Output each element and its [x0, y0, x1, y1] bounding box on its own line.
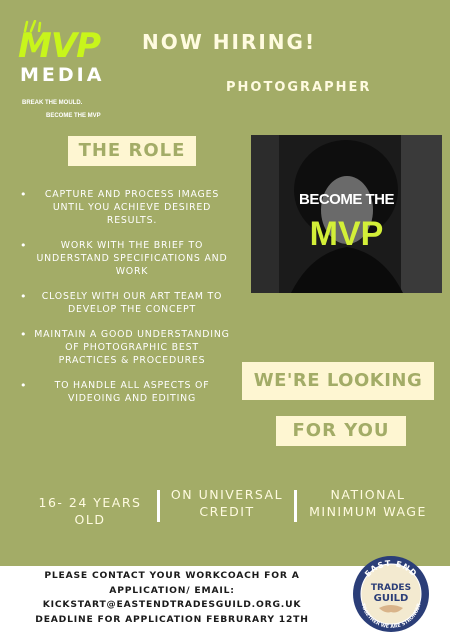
wage-info: NATIONAL MINIMUM WAGE	[309, 487, 427, 519]
logo-tagline-2: BECOME THE MVP	[46, 113, 101, 119]
photo-caption-2: MVP	[309, 215, 384, 253]
role-bullet: • CLOSELY WITH OUR ART TEAM TO DEVELOP THE CONCEPT	[20, 290, 230, 316]
badge-top-text: EAST END	[363, 558, 419, 579]
credit-requirement: ON UNIVERSAL CREDIT	[170, 487, 284, 519]
contact-info	[22, 569, 322, 627]
job-title: PHOTOGRAPHER	[226, 80, 372, 95]
for-you-heading: FOR YOU	[276, 416, 406, 446]
contact-line: APPLICATION/ EMAIL:	[109, 584, 235, 596]
badge-mid-1: TRADES	[370, 583, 412, 593]
divider	[157, 490, 160, 522]
role-heading: THE ROLE	[68, 136, 196, 166]
badge-mid-2: GUILD	[373, 593, 409, 604]
role-bullet-list	[20, 188, 230, 417]
role-bullet: • WORK WITH THE BRIEF TO UNDERSTAND SPECIFICATIONS AND WORK	[20, 239, 230, 278]
badge-bottom-text: TOGETHER WE ARE STRONGER	[359, 602, 423, 631]
mvp-media-logo	[18, 20, 118, 90]
looking-heading: WE'RE LOOKING	[242, 362, 434, 400]
contact-email[interactable]: KICKSTART@EASTENDTRADESGUILD.ORG.UK	[42, 599, 302, 610]
portrait-silhouette	[251, 135, 442, 293]
contact-line: PLEASE CONTACT YOUR WORKCOACH FOR A	[44, 570, 300, 581]
promo-photo	[251, 135, 442, 293]
headline: NOW HIRING!	[142, 30, 317, 54]
east-end-trades-guild-logo	[351, 554, 431, 634]
photo-caption-1: BECOME THE	[298, 191, 394, 208]
role-bullet: • TO HANDLE ALL ASPECTS OF VIDEOING AND EDITING	[20, 379, 230, 405]
age-requirement: 16- 24 YEARS OLD	[38, 495, 142, 527]
divider	[294, 490, 297, 522]
role-bullet: • CAPTURE AND PROCESS IMAGES UNTIL YOU ACHIEVE DESIRED RESULTS.	[20, 188, 230, 227]
logo-mark: MVP	[18, 26, 101, 66]
footer	[0, 558, 450, 636]
logo-tagline-1: BREAK THE MOULD.	[22, 100, 83, 106]
logo-word: MEDIA	[20, 64, 105, 86]
role-bullet: • MAINTAIN A GOOD UNDERSTANDING OF PHOTOGRAPHIC BEST PRACTICES & PROCEDURES	[20, 328, 230, 367]
deadline-line: DEADLINE FOR APPLICATION FEBRURARY 12TH	[35, 613, 309, 625]
